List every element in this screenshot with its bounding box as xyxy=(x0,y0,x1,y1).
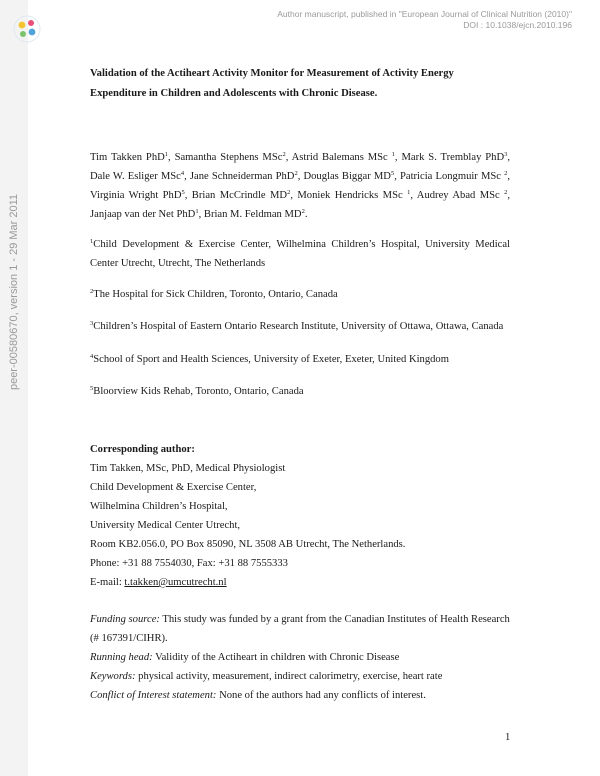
manuscript-header xyxy=(277,9,572,31)
corresponding-author-block xyxy=(90,440,510,592)
affiliation-2: $^2$The Hospital for Sick Children, Toronto, Ontario, Canada xyxy=(90,288,338,300)
running-head: Running head: Validity of the Actiheart in children with Chronic Disease xyxy=(90,652,400,663)
funding-source: Funding source: This study was funded by a grant from the Canadian Institutes of Health Research (# 167391/CIHR). xyxy=(90,614,510,644)
side-stamp-text: peer-00580670, version 1 - 29 Mar 2011 xyxy=(8,193,20,391)
author: Jane Schneiderman PhD$^2$, xyxy=(189,170,304,182)
conflict-of-interest: Conflict of Interest statement: None of the authors had any conflicts of interest. xyxy=(90,690,426,701)
corresponding-line: Child Development & Exercise Center, xyxy=(90,482,257,493)
doi-text[interactable]: DOI : 10.1038/ejcn.2010.196 xyxy=(463,20,572,30)
author: Tim Takken PhD$^1$, xyxy=(90,151,175,163)
author: Virginia Wright PhD$^5$, xyxy=(90,189,192,201)
manuscript-note: Author manuscript, published in "European Journal of Clinical Nutrition (2010)" xyxy=(277,9,572,19)
affiliation-1: $^1$Child Development & Exercise Center, Wilhelmina Children’s Hospital, University Medical Center Utrecht, Utrecht, The Netherlands xyxy=(90,238,510,269)
affiliation-5: $^5$Bloorview Kids Rehab, Toronto, Ontario, Canada xyxy=(90,385,304,397)
author: Brian M. Feldman $MD^2$. xyxy=(203,208,308,220)
author: Astrid Balemans MSc $^1$, xyxy=(291,151,402,163)
author: Dale W. Esliger MSc$^4$, xyxy=(90,170,190,182)
email-link[interactable]: t.takken@umcutrecht.nl xyxy=(124,577,227,588)
corresponding-line: Wilhelmina Children’s Hospital, xyxy=(90,501,228,512)
affiliation-3: $^3$Children’s Hospital of Eastern Ontario Research Institute, University of Ottawa, Ottawa, Canada xyxy=(90,320,504,332)
corresponding-line: University Medical Center Utrecht, xyxy=(90,520,241,531)
keywords: Keywords: physical activity, measurement, indirect calorimetry, exercise, heart rate xyxy=(90,671,443,682)
corresponding-line: Room KB2.056.0, PO Box 85090, NL 3508 AB Utrecht, The Netherlands. xyxy=(90,539,406,550)
author: Mark S. Tremblay PhD$^3$, xyxy=(401,151,511,163)
corresponding-heading: Corresponding author: xyxy=(90,444,195,455)
author-list xyxy=(90,148,510,224)
article-meta xyxy=(90,610,510,705)
corresponding-line: Tim Takken, MSc, PhD, Medical Physiologist xyxy=(90,463,286,474)
author: Patricia Longmuir MSc $^2$, xyxy=(399,170,511,182)
author: Janjaap van der Net PhD$^1$, xyxy=(90,208,204,220)
author: Douglas Biggar $MD^5$, xyxy=(303,170,400,182)
repository-logo-icon xyxy=(12,14,42,44)
author: Moniek Hendricks MSc $^1$, xyxy=(297,189,417,201)
paper-title: Validation of the Actiheart Activity Monitor for Measurement of Activity Energy Expenditure in Children and Adolescents with Chronic Disease. xyxy=(90,68,454,99)
page-content xyxy=(90,64,510,705)
author: Samantha Stephens MSc$^2$, xyxy=(174,151,292,163)
affiliation-4: $^4$School of Sport and Health Sciences, University of Exeter, Exeter, United Kingdom xyxy=(90,353,449,365)
email-line: E-mail: t.takken@umcutrecht.nl xyxy=(90,577,227,588)
page-number: 1 xyxy=(505,732,511,743)
author: Audrey Abad MSc $^2$, xyxy=(416,189,511,201)
corresponding-line: Phone: +31 88 7554030, Fax: +31 88 7555333 xyxy=(90,558,288,569)
author: Brian McCrindle $MD^2$, xyxy=(191,189,298,201)
